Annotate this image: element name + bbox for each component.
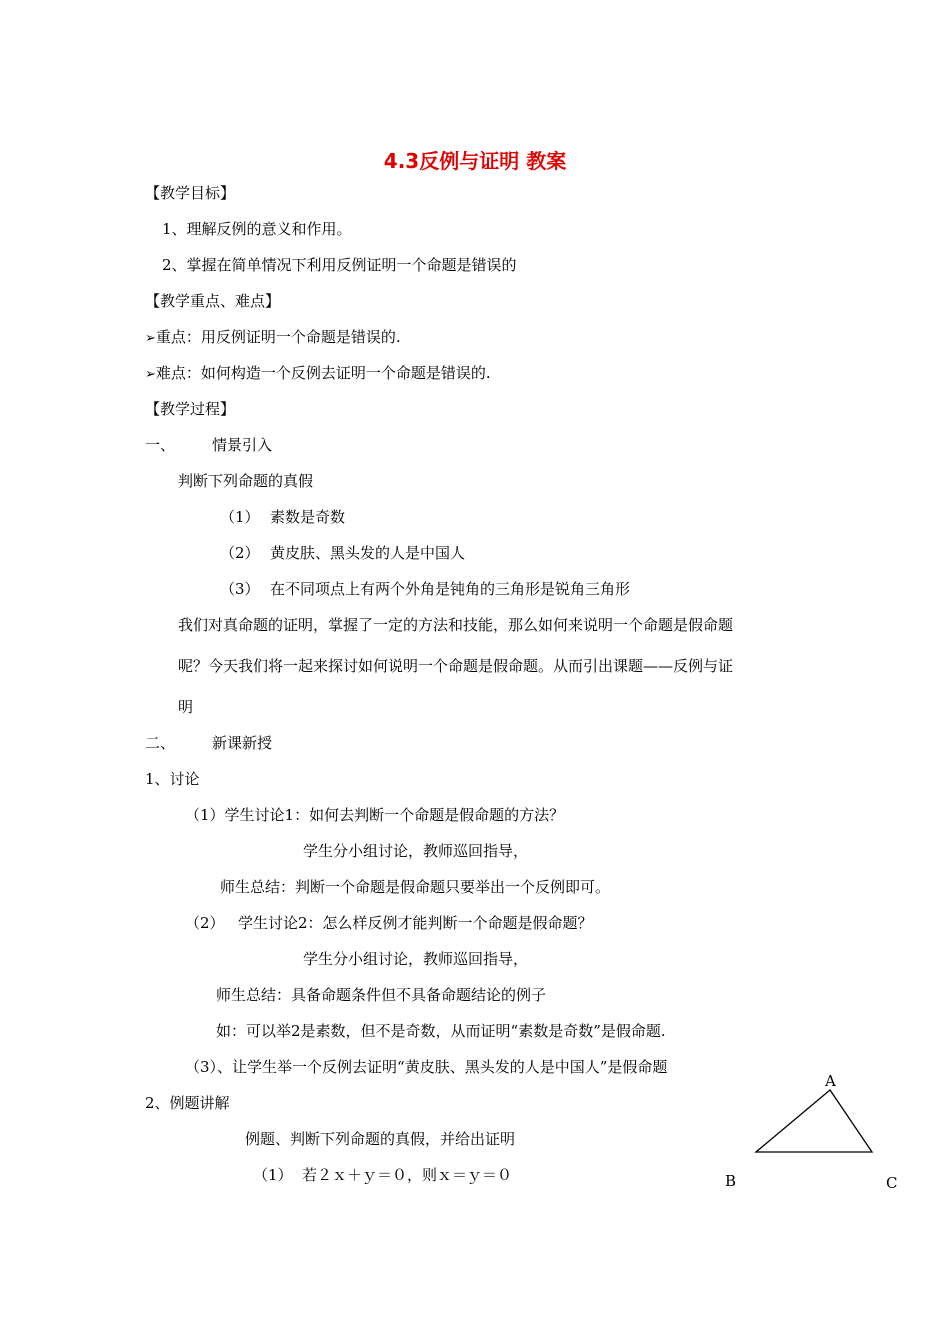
discussion-summary-1: 师生总结：判断一个命题是假命题只要举出一个反例即可。 [220,878,611,896]
example-heading: 2、例题讲解 [145,1094,230,1112]
discussion-example: 如：可以举2是素数，但不是奇数，从而证明“素数是奇数”是假命题. [216,1022,666,1040]
keypoint-item-1 [145,327,401,349]
proposition-text: 素数是奇数 [270,508,346,526]
example-problem-text: 若２ｘ＋ｙ＝０，则ｘ＝ｙ＝０ [302,1166,513,1184]
part-2-number: 二、 [145,734,176,752]
paragraph-line: 呢？今天我们将一起来探讨如何说明一个命题是假命题。从而引出课题——反例与证 [178,657,734,675]
part-2-title: 新课新授 [212,734,273,752]
triangle-figure [750,1085,880,1160]
objective-item-1: 1、理解反例的意义和作用。 [162,220,352,238]
triangle-vertex-b: B [725,1172,737,1190]
part-1-number: 一、 [145,436,176,454]
section-heading-process: 【教学过程】 [145,400,236,418]
example-intro: 例题、判断下列命题的真假，并给出证明 [245,1130,516,1148]
arrow-bullet-icon: ➢ [145,331,156,346]
keypoint-text: 重点：用反例证明一个命题是错误的. [155,328,401,346]
section-heading-keypoints: 【教学重点、难点】 [145,292,281,310]
example-problem-number: （1） [253,1166,293,1184]
discussion-question-1: （1）学生讨论1：如何去判断一个命题是假命题的方法？ [185,806,565,824]
section-heading-objectives: 【教学目标】 [145,184,236,202]
part-1-intro: 判断下列命题的真假 [178,472,314,490]
discussion-activity-1: 学生分小组讨论，教师巡回指导， [303,842,529,860]
discussion-question-3: （3）、让学生举一个反例去证明“黄皮肤、黑头发的人是中国人”是假命题 [185,1058,668,1076]
keypoint-text: 难点：如何构造一个反例去证明一个命题是错误的. [155,364,491,382]
proposition-text: 在不同项点上有两个外角是钝角的三角形是锐角三角形 [270,580,631,598]
proposition-number: （3） [220,580,260,598]
discussion-heading: 1、讨论 [145,770,200,788]
paragraph-line: 明 [178,698,194,716]
discussion-question-2-number: （2） [185,914,225,932]
discussion-summary-2: 师生总结：具备命题条件但不具备命题结论的例子 [216,986,547,1004]
proposition-number: （1） [220,508,260,526]
discussion-question-2: 学生讨论2：怎么样反例才能判断一个命题是假命题？ [238,914,593,932]
triangle-shape [756,1090,872,1152]
proposition-text: 黄皮肤、黑头发的人是中国人 [270,544,466,562]
part-1-title: 情景引入 [212,436,273,454]
arrow-bullet-icon: ➢ [145,367,156,382]
discussion-activity-2: 学生分小组讨论，教师巡回指导， [303,950,529,968]
document-title: 4.3反例与证明 教案 [383,149,567,173]
objective-item-2: 2、掌握在简单情况下利用反例证明一个命题是错误的 [162,256,517,274]
triangle-vertex-c: C [886,1174,898,1192]
keypoint-item-2 [145,363,491,385]
triangle-vertex-a: A [825,1072,836,1090]
paragraph-line: 我们对真命题的证明，掌握了一定的方法和技能，那么如何来说明一个命题是假命题 [178,616,734,634]
proposition-number: （2） [220,544,260,562]
